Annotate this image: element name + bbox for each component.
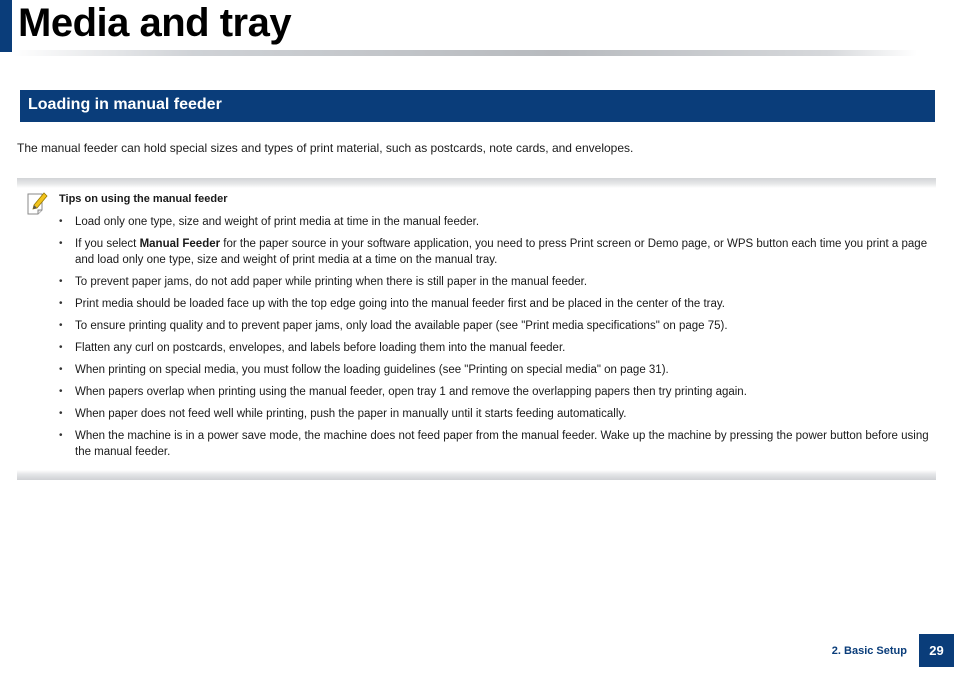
tips-bottom-divider (17, 470, 936, 480)
list-item: • If you select Manual Feeder for the paper source in your software application, you need to press Print screen or Demo page, or WPS button each time you print a page and load only one type, size and weight of print media at a time on the manual tray. (59, 236, 936, 268)
section-title: Loading in manual feeder (28, 96, 222, 113)
list-item: • Flatten any curl on postcards, envelopes, and labels before loading them into the manual feeder. (59, 340, 936, 356)
tips-box (17, 178, 936, 480)
page-number: 29 (919, 634, 954, 667)
list-item: • Load only one type, size and weight of print media at time in the manual feeder. (59, 214, 936, 230)
manual-feeder-label: Manual Feeder (139, 238, 221, 250)
list-item: • When paper does not feed well while printing, push the paper in manually until it starts feeding automatically. (59, 406, 936, 422)
section-header (20, 90, 935, 122)
footer-section-label: 2. Basic Setup (831, 645, 907, 657)
title-divider (12, 50, 917, 56)
tips-title: Tips on using the manual feeder (59, 193, 228, 205)
title-accent-bar (0, 0, 12, 52)
intro-paragraph: The manual feeder can hold special sizes and types of print material, such as postcards, note cards, and envelopes. (17, 141, 634, 155)
list-item: • To ensure printing quality and to prevent paper jams, only load the available paper (see "Print media specifications" on page 75). (59, 318, 936, 334)
list-item: • Print media should be loaded face up with the top edge going into the manual feeder first and be placed in the center of the tray. (59, 296, 936, 312)
list-item: • When papers overlap when printing using the manual feeder, open tray 1 and remove the overlapping papers then try printing again. (59, 384, 936, 400)
page-title: Media and tray (18, 1, 292, 45)
tips-top-divider (17, 178, 936, 188)
list-item: • When the machine is in a power save mode, the machine does not feed paper from the manual feeder. Wake up the machine by pressing the power button before using the manual feeder. (59, 428, 936, 460)
tips-list (59, 214, 936, 466)
note-pencil-icon (25, 190, 49, 216)
list-item: • When printing on special media, you must follow the loading guidelines (see "Printing on special media" on page 31). (59, 362, 936, 378)
list-item: • To prevent paper jams, do not add paper while printing when there is still paper in the manual feeder. (59, 274, 936, 290)
